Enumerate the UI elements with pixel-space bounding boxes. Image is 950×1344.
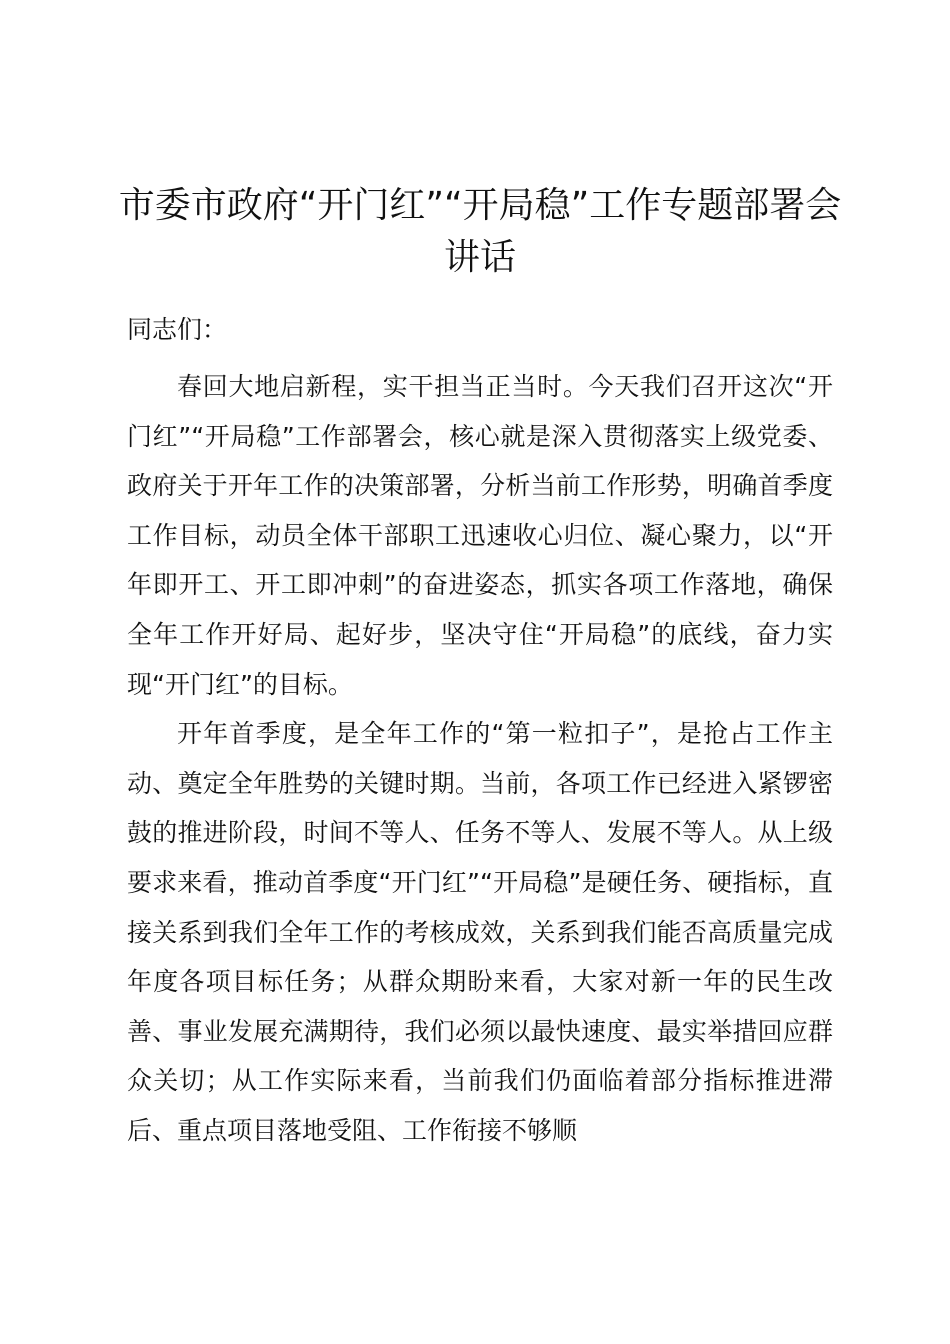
paragraph-2: 开年首季度，是全年工作的“第一粒扣子”，是抢占工作主动、奠定全年胜势的关键时期。当前，各项工作已经进入紧锣密鼓的推进阶段，时间不等人、任务不等人、发展不等人。从上级要求来看，推动首季度“开门红”“开局稳”是硬任务、硬指标，直接关系到我们全年工作的考核成效，关系到我们能否高质量完成年度各项目标任务；从群众期盼来看，大家对新一年的民生改善、事业发展充满期待，我们必须以最快速度、最实举措回应群众关切；从工作实际来看，当前我们仍面临着部分指标推进滞后、重点项目落地受阻、工作衔接不够顺 — [127, 719, 833, 1145]
document-body — [127, 362, 833, 1156]
paragraph-1: 春回大地启新程，实干担当正当时。今天我们召开这次“开门红”“开局稳”工作部署会，核心就是深入贯彻落实上级党委、政府关于开年工作的决策部署，分析当前工作形势，明确首季度工作目标，动员全体干部职工迅速收心归位、凝心聚力，以“开年即开工、开工即冲刺”的奋进姿态，抓实各项工作落地，确保全年工作开好局、起好步，坚决守住“开局稳”的底线，奋力实现“开门红”的目标。 — [127, 372, 833, 699]
document-title: 市委市政府“开门红”“开局稳”工作专题部署会讲话 — [118, 185, 842, 278]
salutation: 同志们： — [127, 315, 228, 344]
